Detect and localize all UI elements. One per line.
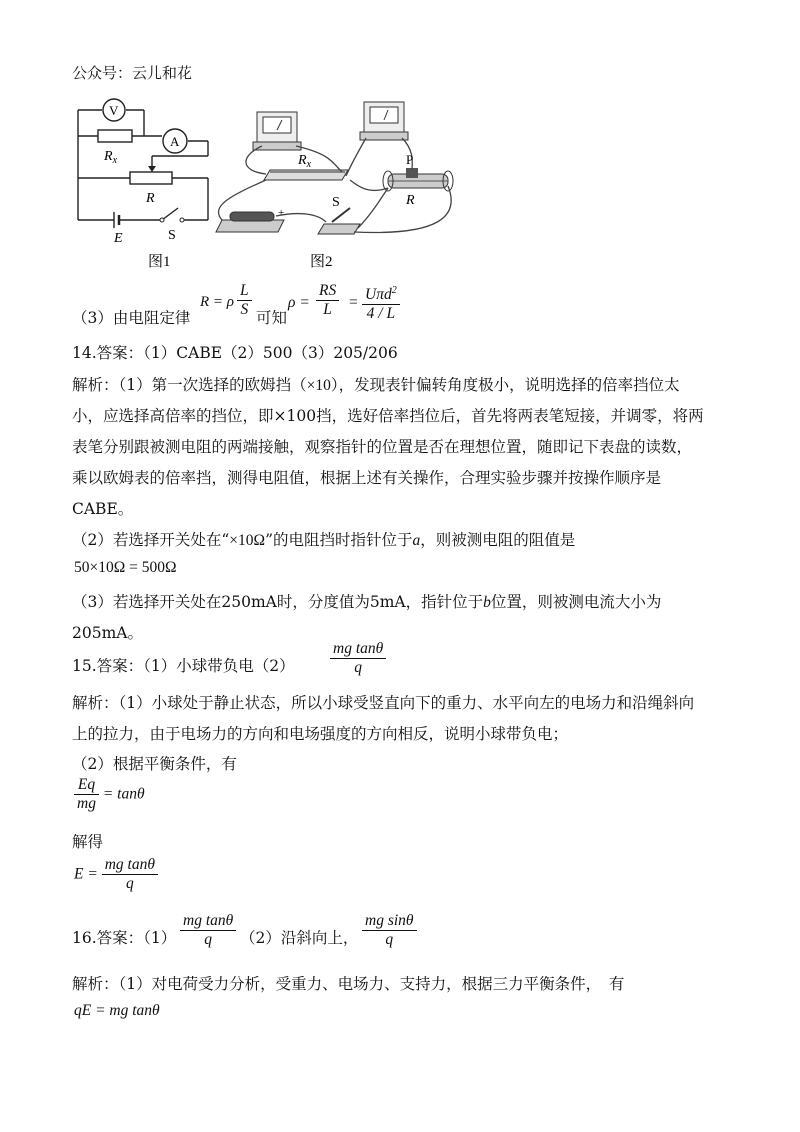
circuit-schematic	[78, 110, 208, 228]
svg-text:R: R	[146, 191, 155, 206]
q14-part2-equation: 50×10Ω = 500Ω	[74, 559, 177, 576]
svg-text:E: E	[114, 231, 123, 246]
q15-expl-line2: 上的拉力，由于电场力的方向和电场强度的方向相反，说明小球带负电；	[72, 725, 569, 743]
svg-text:V: V	[109, 103, 119, 118]
q14-expl-line3: 表笔分别跟被测电阻的两端接触，观察指针的位置是否在理想位置，随即记下表盘的读数，	[72, 438, 693, 456]
q14-expl-line5: CABE。	[72, 500, 134, 518]
page-header: 公众号：云儿和花	[72, 64, 193, 82]
circuit-pictorial	[216, 102, 453, 234]
svg-text:Rx: $R_x$	[104, 149, 118, 166]
q14-part3: （3）若选择开关处在250mA时，分度值为5mA，指针位于b位置，则被测电流大小为	[72, 593, 662, 611]
svg-text:+: +	[278, 207, 285, 219]
q14-part2: （2）若选择开关处在“×10Ω”的电阻挡时指针位于a，则被测电阻的阻值是	[72, 531, 576, 549]
q16-equation1: qE = mg tanθ	[74, 1002, 160, 1019]
q14-expl-line4: 乘以欧姆表的倍率挡，测得电阻值，根据上述有关操作，合理实验步骤并按操作顺序是	[72, 469, 662, 487]
q14-expl-line1: 解析：（1）第一次选择的欧姆挡（×10），发现表针偏转角度极小，说明选择的倍率挡位太	[72, 376, 680, 394]
svg-text:R: R	[406, 193, 415, 208]
q14-answer: 14.答案：（1）CABE（2）500（3）205/206	[72, 344, 398, 362]
q15-equation2: E = $\frac{\text{mg tanθ}}{q}$	[74, 856, 158, 893]
slider-arrow	[148, 166, 156, 172]
q15-expl-line1: 解析：（1）小球处于静止状态，所以小球受竖直向下的重力、水平向左的电场力和沿绳斜向	[72, 694, 695, 712]
svg-text:S: S	[332, 195, 340, 210]
q16-expl-line1: 解析：（1）对电荷受力分析，受重力、电场力、支持力，根据三力平衡条件， 有	[72, 975, 625, 993]
circuit-figure	[70, 96, 490, 271]
fig1-caption: 图1	[148, 254, 171, 270]
q15-equation1: $\frac{Eq}{mg}$ = tanθ	[74, 776, 145, 813]
q14-part3-result: 205mA。	[72, 624, 143, 642]
svg-text:A: A	[170, 134, 180, 149]
q15-solve-label: 解得	[72, 833, 104, 851]
svg-text:Rx: $R_x$	[298, 153, 312, 170]
fig2-caption: 图2	[310, 254, 333, 270]
svg-text:S: S	[168, 228, 176, 243]
q15-expl-line3: （2）根据平衡条件，有	[72, 755, 237, 773]
q14-expl-line2: 小，应选择高倍率的挡位，即×100挡，选好倍率挡位后，首先将两表笔短接，并调零，将两	[72, 407, 704, 425]
svg-text:P: P	[406, 152, 414, 167]
